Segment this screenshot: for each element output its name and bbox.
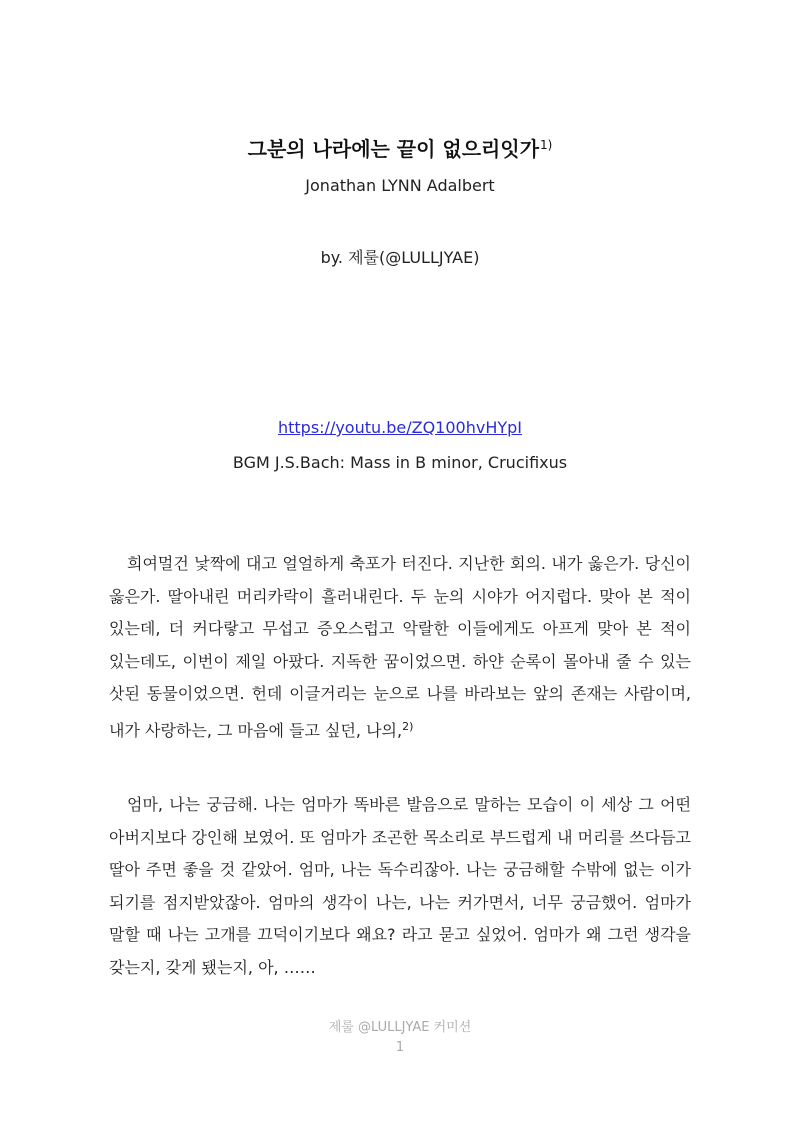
paragraph-1 <box>109 548 691 748</box>
document-title <box>0 133 800 162</box>
page-number: 1 <box>395 1040 405 1055</box>
paragraph-2 <box>109 789 691 985</box>
page-footer: 제룰 @LULLJYAE 커미션 <box>328 1020 472 1035</box>
youtube-link[interactable]: https://youtu.be/ZQ100hvHYpI <box>277 418 523 437</box>
bgm-caption: BGM J.S.Bach: Mass in B minor, Crucifixus <box>232 453 568 472</box>
paragraph-1-footnote-marker[interactable]: 2) <box>402 719 414 733</box>
document-subtitle: Jonathan LYNN Adalbert <box>305 176 495 195</box>
paragraph-1-text: 희여멀건 낯짝에 대고 얼얼하게 축포가 터진다. 지난한 회의. 내가 옳은가. 당신이 옳은가. 딸아내린 머리카락이 흘러내린다. 두 눈의 시야가 어지럽다. 맞아 본 적이 있는데, 더 커다랗고 무섭고 증오스럽고 악랄한 이들에게도 아프게 맞아 본 적이 있는데도, 이번이 제일 아팠다. 지독한 꿈이었으면. 하얀 순록이 몰아내 줄 수 있는 삿된 동물이었으면. 헌데 이글거리는 눈으로 나를 바라보는 앞의 존재는 사람이며, 내가 사랑하는, 그 마음에 들고 싶던, 나의, <box>109 554 691 740</box>
title-text: 그분의 나라에는 끝이 없으리잇가 <box>247 137 540 161</box>
author-byline: by. 제룰(@LULLJYAE) <box>320 248 480 267</box>
paragraph-2-text: 엄마, 나는 궁금해. 나는 엄마가 똑바른 발음으로 말하는 모습이 이 세상 그 어떤 아버지보다 강인해 보였어. 또 엄마가 조곤한 목소리로 부드럽게 내 머리를 쓰다듬고 딸아 주면 좋을 것 같았어. 엄마, 나는 독수리잖아. 나는 궁금해할 수밖에 없는 이가 되기를 점지받았잖아. 엄마의 생각이 나는, 나는 커가면서, 너무 궁금했어. 엄마가 말할 때 나는 고개를 끄덕이기보다 왜요? 라고 묻고 싶었어. 엄마가 왜 그런 생각을 갖는지, 갖게 됐는지, 아, …… <box>109 795 691 977</box>
title-footnote-marker[interactable]: 1) <box>540 138 553 152</box>
